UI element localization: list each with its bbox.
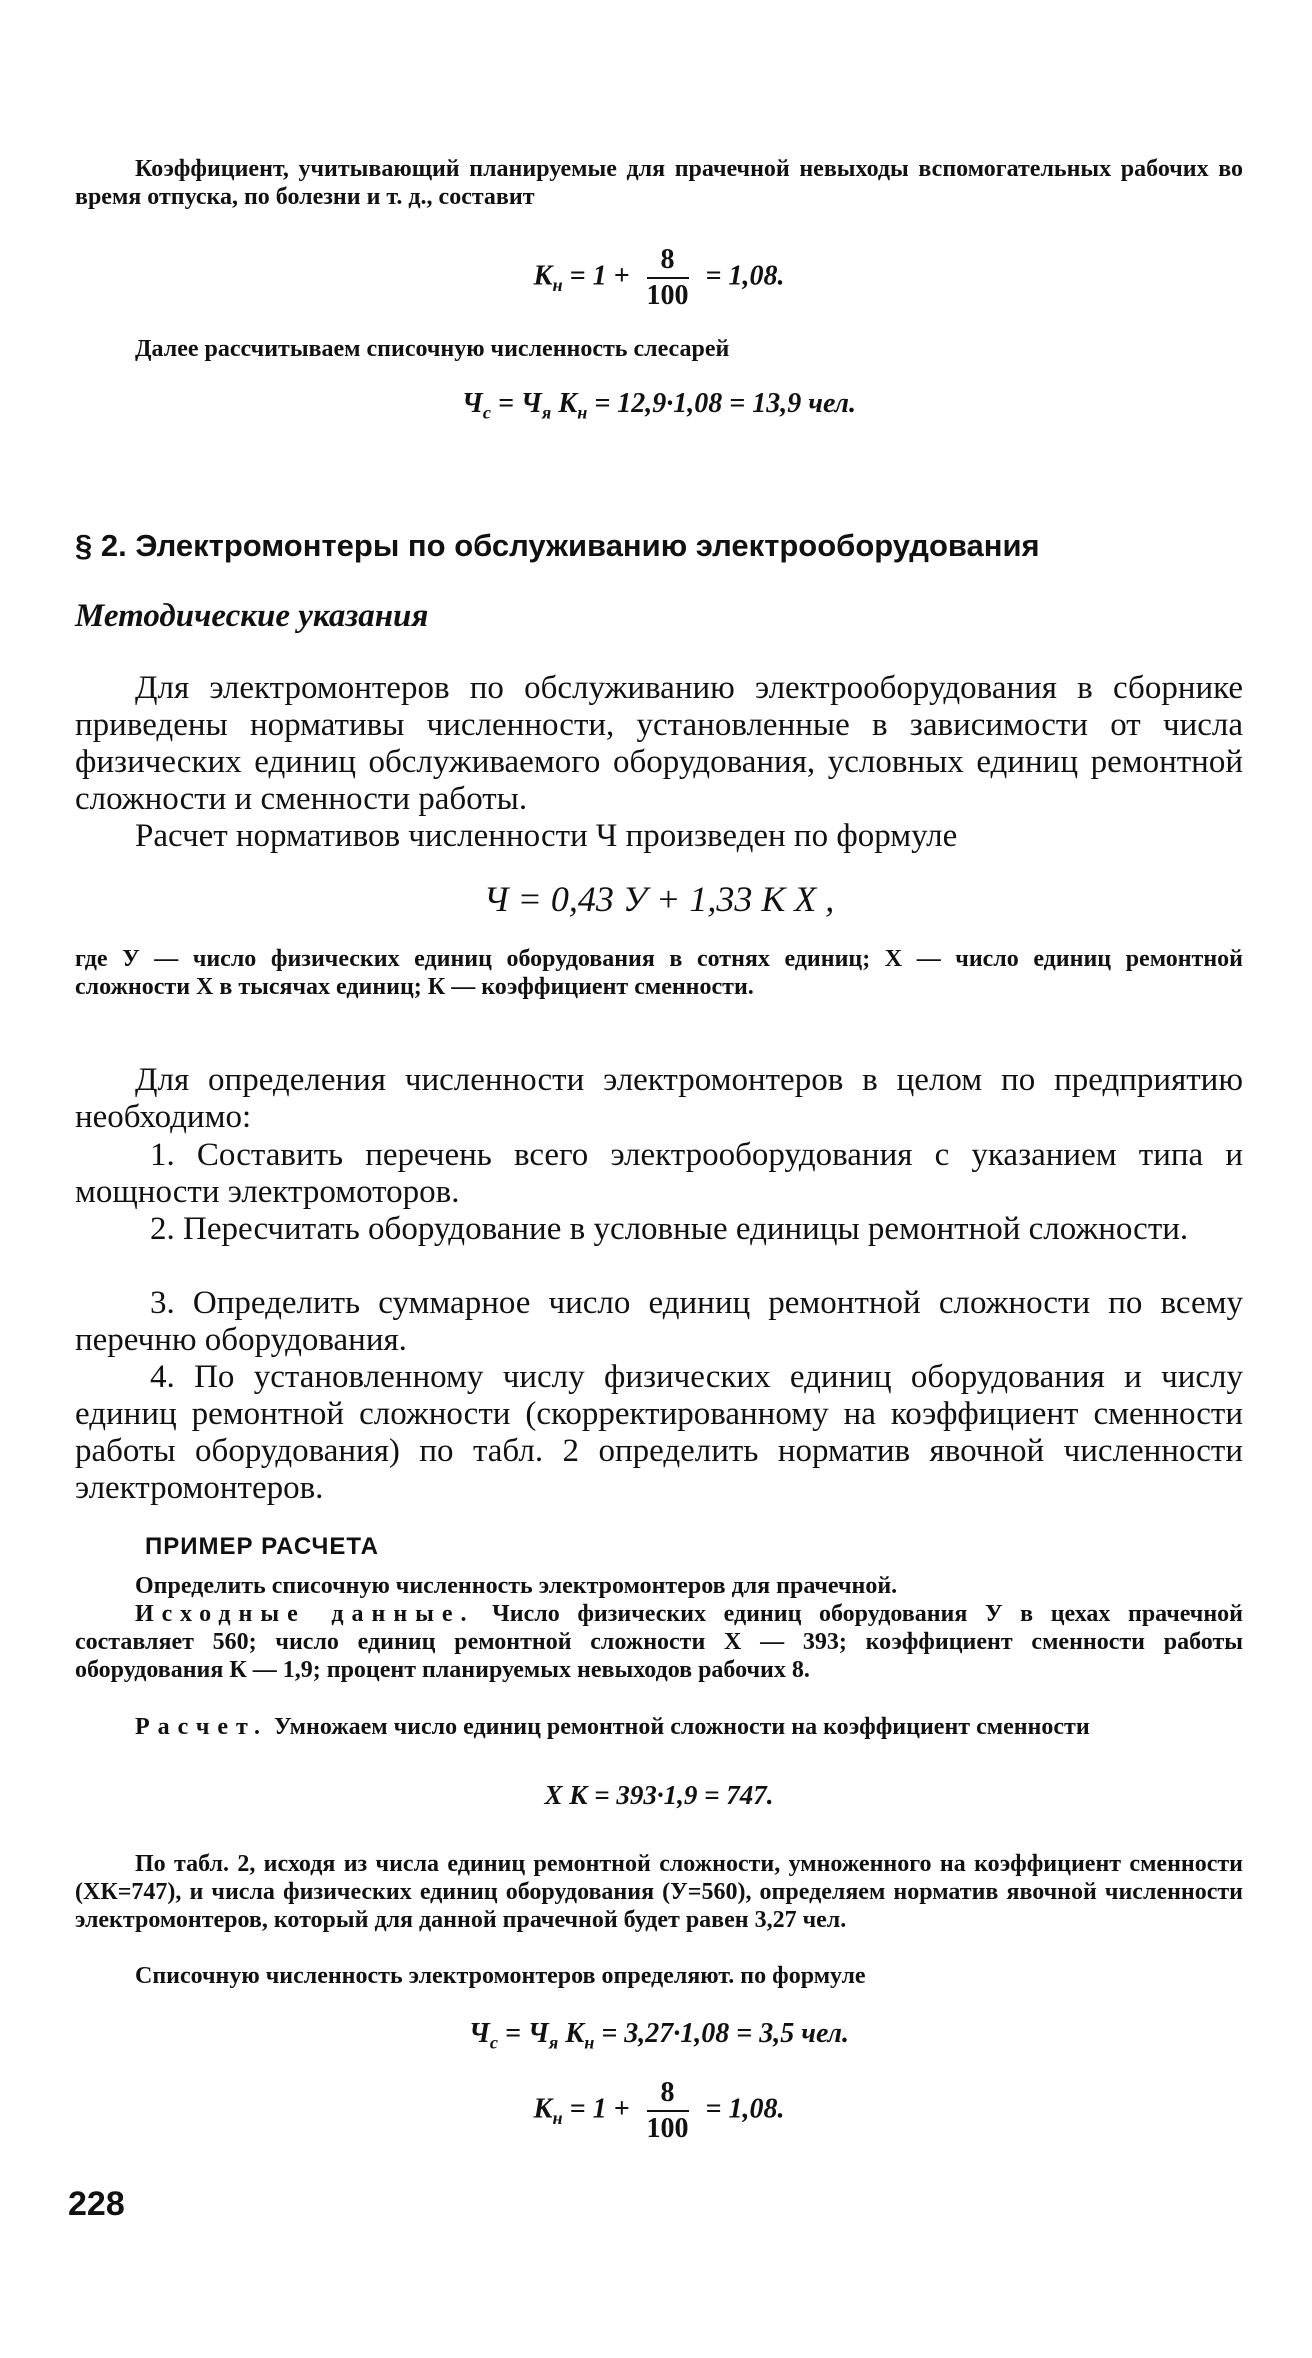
example-heading: ПРИМЕР РАСЧЕТА <box>145 1533 379 1560</box>
formula-chs-example <box>75 2018 1243 2053</box>
example-calc-text: Умножаем число единиц ремонтной сложности на коэффициент сменности <box>274 1714 1090 1740</box>
formula-kn-example-symbol: К <box>533 2093 553 2125</box>
formula-chs-sub2: я <box>541 402 552 423</box>
section-paragraph-2: Расчет нормативов численности Ч произведен по формуле <box>135 818 958 854</box>
formula-main: Ч = 0,43 У + 1,33 К Х , <box>483 879 835 919</box>
intro-paragraph: Коэффициент, учитывающий планируемые для прачечной невыходы вспомогательных рабочих во время отпуска, по болезни и т. д., составит <box>75 156 1243 210</box>
formula-kn-example-sub: н <box>552 2107 563 2128</box>
section-title: § 2. Электромонтеры по обслуживанию электрооборудования <box>75 528 1040 563</box>
formula-kn-symbol: К <box>533 260 553 292</box>
section-paragraph-3: Для определения численности электромонтеров в целом по предприятию необходимо: <box>75 1062 1243 1135</box>
formula-kn <box>75 245 1243 311</box>
formula-kn-example-denominator: 100 <box>646 2113 689 2144</box>
formula-chs-sub: с <box>482 402 491 423</box>
formula-kn-denominator: 100 <box>646 280 689 311</box>
formula-chs-example-eq: = Ч <box>504 2018 549 2049</box>
formula-kn-sub: н <box>552 274 563 295</box>
list-item: 3. Определить суммарное число единиц ремонтной сложности по всему перечню оборудования. <box>75 1285 1243 1358</box>
next-paragraph: Далее рассчитываем списочную численность слесарей <box>135 336 730 362</box>
formula-chs-sub3: н <box>577 402 588 423</box>
formula-chs-example-k: К <box>565 2018 585 2049</box>
formula-chs-value: = 12,9·1,08 = 13,9 чел. <box>594 388 857 419</box>
example-list-paragraph: Списочную численность электромонтеров определяют. по формуле <box>135 1963 866 1989</box>
example-table-paragraph: По табл. 2, исходя из числа единиц ремонтной сложности, умноженного на коэффициент сменности (ХК=747), и числа физических единиц оборудования (У=560), определяем норматив явочной численности электромонтеров, который для данной прачечной будет равен 3,27 чел. <box>75 1851 1243 1933</box>
formula-chs-symbol: Ч <box>461 388 483 419</box>
list-item: 4. По установленному числу физических единиц оборудования и числу единиц ремонтной сложности (скорректированному на коэффициент сменности работы оборудования) по табл. 2 определить норматив явочной численности электромонтеров. <box>75 1359 1243 1506</box>
formula-kn-example <box>75 2078 1243 2144</box>
formula-chs-example-sub2: я <box>548 2032 559 2053</box>
formula-chs <box>75 388 1243 423</box>
section-subtitle: Методические указания <box>75 598 429 634</box>
page-number: 228 <box>68 2185 125 2223</box>
formula-kn-result: = 1,08. <box>705 260 785 292</box>
formula-chs-eq: = Ч <box>497 388 542 419</box>
formula-chs-example-sub3: н <box>584 2032 595 2053</box>
list-item: 2. Пересчитать оборудование в условные единицы ремонтной сложности. <box>150 1211 1189 1247</box>
example-calc <box>75 1713 1243 1741</box>
formula-xk: Х К = 393·1,9 = 747. <box>544 1780 774 1810</box>
formula-chs-k: К <box>558 388 578 419</box>
example-initial <box>75 1600 1243 1684</box>
formula-kn-mid: = 1 + <box>569 260 630 292</box>
list-item: 1. Составить перечень всего электрооборудования с указанием типа и мощности электромоторов. <box>75 1137 1243 1210</box>
section-paragraph-1: Для электромонтеров по обслуживанию электрооборудования в сборнике приведены нормативы численности, установленные в зависимости от числа физических единиц обслуживаемого оборудования, условных единиц ремонтной сложности и сменности работы. <box>75 670 1243 817</box>
formula-chs-example-value: = 3,27·1,08 = 3,5 чел. <box>601 2018 850 2049</box>
example-task: Определить списочную численность электромонтеров для прачечной. <box>135 1573 898 1599</box>
formula-kn-example-result: = 1,08. <box>705 2093 785 2125</box>
formula-kn-example-numerator: 8 <box>647 2078 689 2112</box>
example-initial-label: Исходные данные. <box>135 1601 475 1627</box>
formula-kn-example-mid: = 1 + <box>569 2093 630 2125</box>
formula-kn-numerator: 8 <box>647 245 689 279</box>
where-paragraph: где У — число физических единиц оборудования в сотнях единиц; Х — число единиц ремонтной сложности Х в тысячах единиц; К — коэффициент сменности. <box>75 946 1243 1000</box>
example-calc-label: Расчет. <box>135 1714 269 1740</box>
formula-chs-example-symbol: Ч <box>468 2018 490 2049</box>
formula-chs-example-sub: с <box>489 2032 498 2053</box>
example-initial-text: Число физических единиц оборудования У в цехах прачечной составляет 560; число единиц ремонтной сложности Х — 393; коэффициент сменности работы оборудования К — 1,9; процент планируемых невыходов рабочих 8. <box>75 1601 1243 1683</box>
